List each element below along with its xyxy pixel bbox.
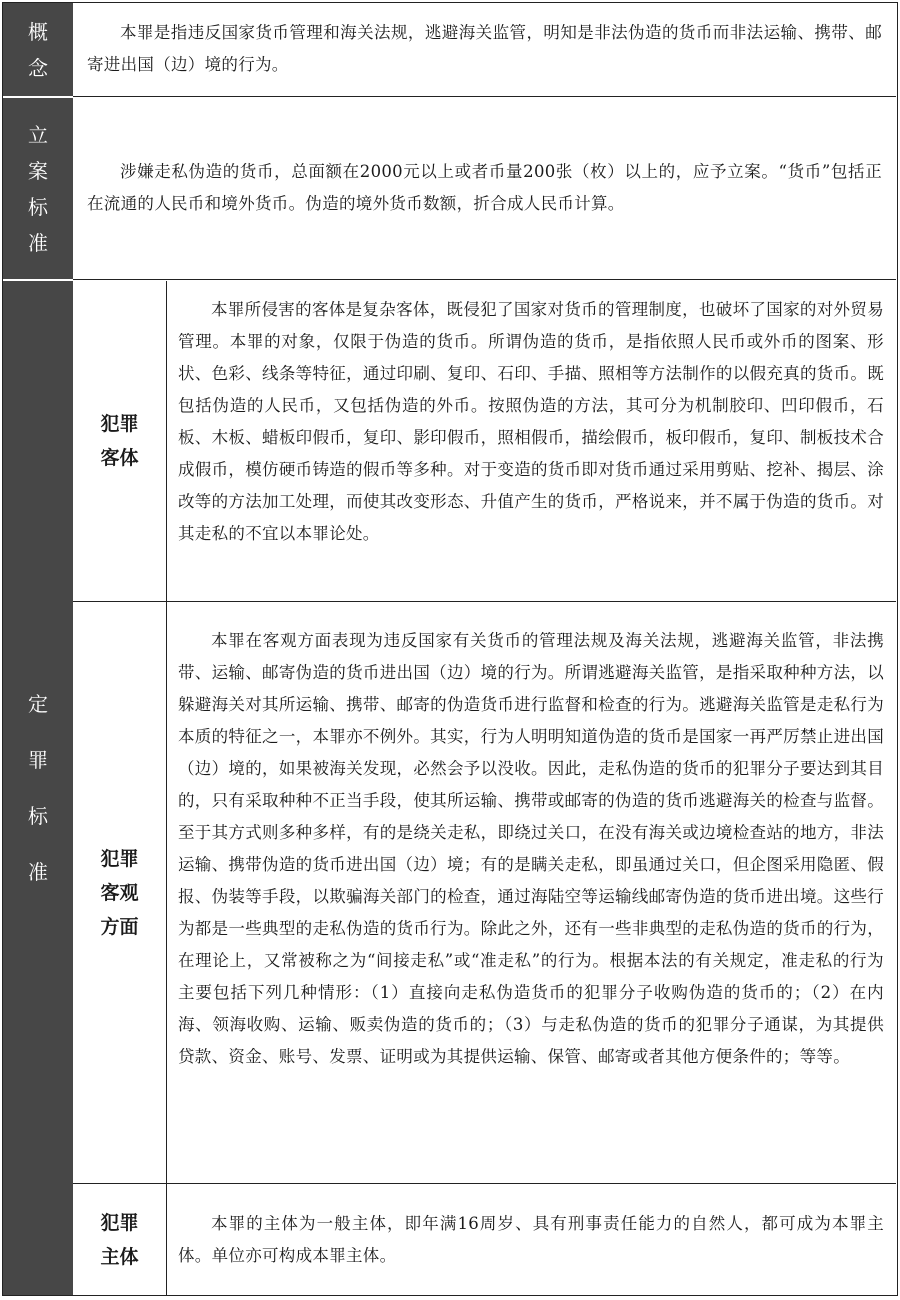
subrow-divider: [73, 601, 896, 602]
row-divider: [73, 96, 896, 97]
crime-object-label-text: 犯罪 客体: [100, 413, 139, 469]
crime-objective-label: [73, 603, 166, 1183]
concept-cell: [73, 3, 896, 96]
row-divider: [73, 279, 896, 280]
crime-objective-text: 本罪在客观方面表现为违反国家有关货币的管理法规及海关法规，逃避海关监管，非法携带、运输、邮寄伪造的货币进出国（边）境的行为。所谓逃避海关监管，是指采取种种方法，以躲避海关对其所运输、携带、邮寄的伪造货币进行监督和检查的行为。逃避海关监管是走私行为本质的特征之一，本罪亦不例外。其实，行为人明明知道伪造的货币是国家一再严厉禁止进出国（边）境的，如果被海关发现，必然会予以没收。因此，走私伪造的货币的犯罪分子要达到其目的，只有采取种种不正当手段，使其所运输、携带或邮寄的伪造的货币逃避海关的检查与监督。至于其方式则多种多样，有的是绕关走私，即绕过关口，在没有海关或边境检查站的地方，非法运输、携带伪造的货币进出国（边）境；有的是瞒关走私，即虽通过关口，但企图采用隐匿、假报、伪装等手段，以欺骗海关部门的检查，通过海陆空等运输线邮寄伪造的货币进出境。这些行为都是一些典型的走私伪造的货币行为。除此之外，还有一些非典型的走私伪造的货币的行为，在理论上，又常被称之为“间接走私”或“准走私”的行为。根据本法的有关规定，准走私的行为主要包括下列几种情形：（1）直接向走私伪造货币的犯罪分子收购伪造的货币的；（2）在内海、领海收购、运输、贩卖伪造的货币的；（3）与走私伪造的货币的犯罪分子通谋，为其提供贷款、资金、账号、发票、证明或为其提供运输、保管、邮寄或者其他方便条件的；等等。: [178, 631, 884, 1066]
concept-header-label: 概 念: [28, 19, 48, 80]
crime-subject-text: 本罪的主体为一般主体，即年满16周岁、具有刑事责任能力的自然人，都可成为本罪主体。单位亦可构成本罪主体。: [178, 1214, 884, 1265]
concept-text: 本罪是指违反国家货币管理和海关法规，逃避海关监管，明知是非法伪造的货币而非法运输、携带、邮寄进出国（边）境的行为。: [87, 23, 882, 74]
column-divider: [166, 281, 167, 1295]
concept-header: [3, 3, 73, 96]
subrow-divider: [73, 1183, 896, 1184]
filing-standard-header-label: 立 案 标 准: [28, 122, 48, 255]
crime-subject-label-text: 犯罪 主体: [100, 1212, 139, 1268]
crime-object-label: [73, 281, 166, 601]
filing-standard-header: [3, 98, 73, 279]
conviction-standard-header: [3, 281, 73, 1295]
filing-standard-text: 涉嫌走私伪造的货币，总面额在2000元以上或者币量200张（枚）以上的，应予立案。“货币”包括正在流通的人民币和境外货币。伪造的境外货币数额，折合成人民币计算。: [87, 162, 882, 213]
crime-object-cell: [168, 281, 896, 601]
crime-subject-cell: [168, 1185, 896, 1295]
crime-objective-cell: [168, 603, 896, 1183]
crime-objective-label-text: 犯罪 客观 方面: [100, 848, 139, 938]
crime-object-text: 本罪所侵害的客体是复杂客体，既侵犯了国家对货币的管理制度，也破坏了国家的对外贸易管理。本罪的对象，仅限于伪造的货币。所谓伪造的货币，是指依照人民币或外币的图案、形状、色彩、线条等特征，通过印刷、复印、石印、手描、照相等方法制作的以假充真的货币。既包括伪造的人民币，又包括伪造的外币。按照伪造的方法，其可分为机制胶印、凹印假币，石板、木板、蜡板印假币，复印、影印假币，照相假币，描绘假币，板印假币，复印、制板技术合成假币，模仿硬币铸造的假币等多种。对于变造的货币即对货币通过采用剪贴、挖补、揭层、涂改等的方法加工处理，而使其改变形态、升值产生的货币，严格说来，并不属于伪造的货币。对其走私的不宜以本罪论处。: [178, 300, 884, 543]
crime-subject-label: [73, 1185, 166, 1295]
crime-table: [2, 2, 898, 1296]
conviction-standard-header-label: 定 罪 标 准: [28, 692, 48, 884]
filing-standard-cell: [73, 98, 896, 279]
